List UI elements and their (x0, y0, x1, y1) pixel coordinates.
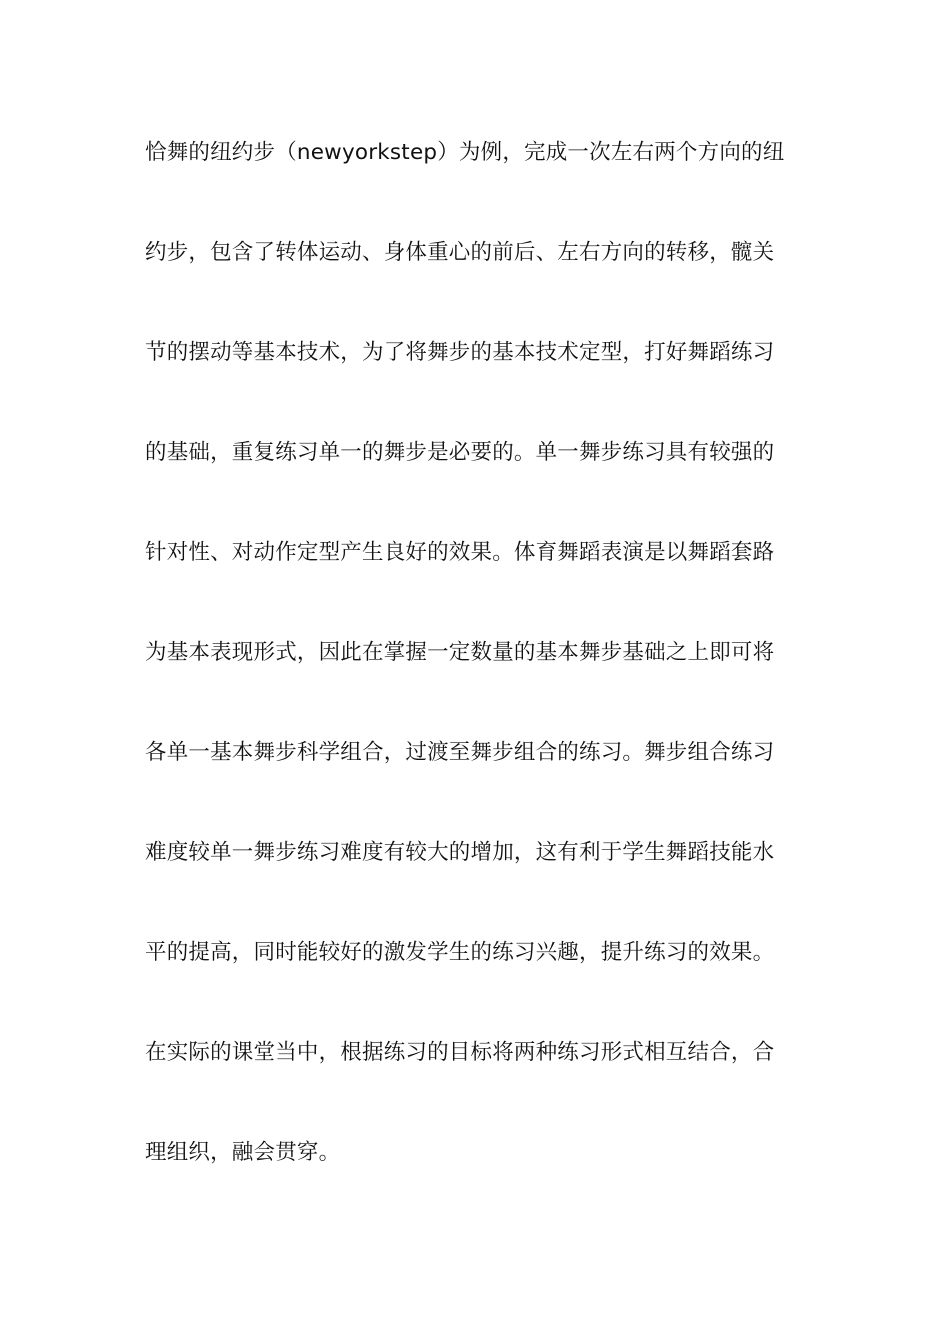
text-line: 针对性、对动作定型产生良好的效果。体育舞蹈表演是以舞蹈套路 (145, 540, 775, 565)
text-line: 理组织，融会贯穿。 (145, 1140, 341, 1165)
text-line: 为基本表现形式，因此在掌握一定数量的基本舞步基础之上即可将 (145, 640, 775, 665)
text-line: 的基础，重复练习单一的舞步是必要的。单一舞步练习具有较强的 (145, 440, 775, 465)
text-line: 在实际的课堂当中，根据练习的目标将两种练习形式相互结合，合 (145, 1040, 775, 1065)
text-line: 恰舞的纽约步（newyorkstep）为例，完成一次左右两个方向的纽 (145, 140, 785, 165)
text-line: 各单一基本舞步科学组合，过渡至舞步组合的练习。舞步组合练习 (145, 740, 775, 765)
text-line: 平的提高，同时能较好的激发学生的练习兴趣，提升练习的效果。 (145, 940, 775, 965)
text-line: 约步，包含了转体运动、身体重心的前后、左右方向的转移，髋关 (145, 240, 775, 265)
text-line: 难度较单一舞步练习难度有较大的增加，这有利于学生舞蹈技能水 (145, 840, 775, 865)
text-line: 节的摆动等基本技术，为了将舞步的基本技术定型，打好舞蹈练习 (145, 340, 775, 365)
body-paragraph (145, 131, 810, 1231)
